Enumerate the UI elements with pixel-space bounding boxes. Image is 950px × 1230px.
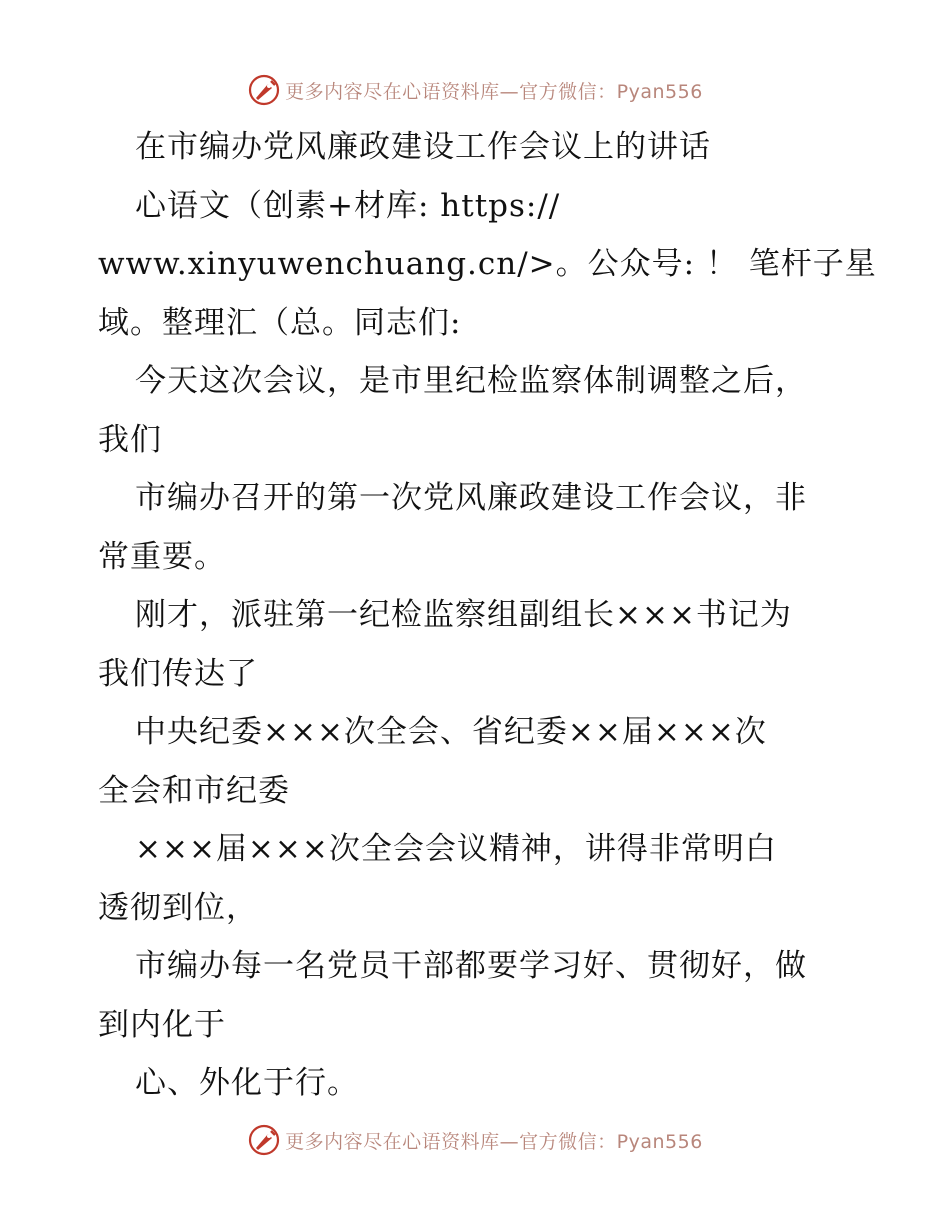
text-line: 刚才，派驻第一纪检监察组副组长×××书记为 <box>135 597 792 633</box>
document-title: 在市编办党风廉政建设工作会议上的讲话 <box>135 129 711 165</box>
text-line: 到内化于 <box>98 1006 226 1043</box>
text-line: 中央纪委×××次全会、省纪委××届×××次 <box>135 714 767 750</box>
pen-nib-circle-icon <box>247 1123 281 1157</box>
text-line: 心语文（创素+材库: https:// <box>135 187 561 224</box>
document-body <box>98 118 877 1113</box>
text-line: 今天这次会议，是市里纪检监察体制调整之后， <box>135 363 807 399</box>
text-line: www.xinyuwenchuang.cn/>。公众号: ！ 笔杆子星 <box>98 246 877 282</box>
text-line: 心、外化于行。 <box>135 1065 359 1101</box>
text-line: 市编办召开的第一次党风廉政建设工作会议，非 <box>135 480 807 516</box>
pen-nib-circle-icon <box>247 73 281 107</box>
text-line: 全会和市纪委 <box>98 772 290 809</box>
text-line: 我们传达了 <box>98 655 258 692</box>
text-line: ×××届×××次全会会议精神，讲得非常明白 <box>135 831 777 867</box>
header-watermark <box>0 70 950 110</box>
text-line: 市编办每一名党员干部都要学习好、贯彻好，做 <box>135 948 807 984</box>
text-line: 域。整理汇（总。同志们: <box>98 304 462 341</box>
footer-watermark-text: 更多内容尽在心语资料库—官方微信：Pyan556 <box>285 1130 703 1153</box>
text-line: 透彻到位， <box>98 889 258 926</box>
header-watermark-text: 更多内容尽在心语资料库—官方微信：Pyan556 <box>285 80 703 103</box>
text-line: 常重要。 <box>98 538 226 575</box>
text-line: 我们 <box>98 421 162 458</box>
footer-watermark <box>0 1120 950 1160</box>
